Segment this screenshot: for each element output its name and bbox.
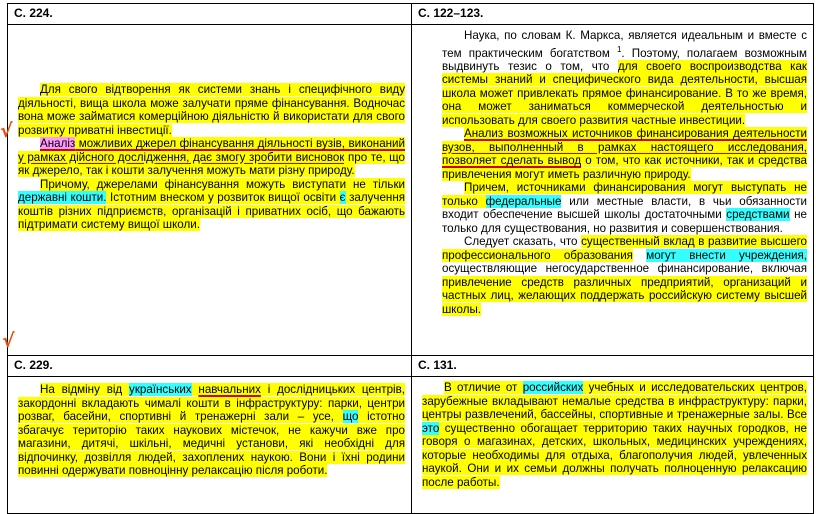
checkmark-annotation-icon-2: √ bbox=[2, 330, 15, 352]
cell-bottom-right bbox=[412, 377, 814, 514]
content-row-top bbox=[8, 25, 814, 356]
header-bottom-right: С. 131. bbox=[412, 356, 814, 377]
checkmark-annotation-icon: √ bbox=[0, 120, 13, 142]
header-top-right: С. 122–123. bbox=[412, 4, 814, 25]
tr-paragraph-4: Следует сказать, что существенный вклад в развитие высшего профессионального образования могут внести учреждения, осуществляющие негосударственное финансирование, включая привлечение средств различных предприятий, организаций и частных лиц, желающих поддержать российскую систему высшей школы. bbox=[442, 235, 807, 316]
cell-top-right bbox=[412, 25, 814, 356]
tl-paragraph-1: Для свого відтворення як системи знань і специфічного виду діяльності, вища школа може залучати пряме фінансування. Водночас вона може займатися комерційною діяльністю й використати для свого розвитку приватні інвестиції. bbox=[18, 83, 405, 137]
cell-top-left bbox=[8, 25, 412, 356]
content-row-bottom bbox=[8, 377, 814, 514]
tr-paragraph-3: Причем, источниками финансирования могут выступать не только федеральные или местные власти, в чьи обязанности входит обеспечение высшей школы достаточными средствами не только для существования, но развития и совершенствования. bbox=[442, 181, 807, 235]
header-top-left: С. 224. bbox=[8, 4, 412, 25]
tl-paragraph-2: Аналіз можливих джерел фінансування діяльності вузів, виконаний у рамках дійсного дослідження, дає змогу зробити висновок про те, що як джерело, так і кошти залучення можуть мати різну природу. bbox=[18, 137, 405, 177]
header-row-bottom bbox=[8, 356, 814, 377]
header-row-top bbox=[8, 4, 814, 25]
tr-paragraph-2: Анализ возможных источников финансирования деятельности вузов, выполненный в рамках настоящего исследования, позволяет сделать вывод о том, что как источники, так и средства привлечения могут иметь различную природу. bbox=[442, 127, 807, 181]
tr-paragraph-1: Наука, по словам К. Маркса, является идеальным и вместе с тем практическим богатством $^1$. Поэтому, полагаем возможным выдвинуть тезис о том, что для своего воспроизводства как системы знаний и специфического вида деятельности, высшая школа может привлекать прямое финансирование. В то же время, она может заниматься коммерческой деятельностью и использовать для своего развития частные инвестиции. bbox=[442, 29, 807, 127]
tl-paragraph-3: Причому, джерелами фінансування можуть виступати не тільки державні кошти. Істотним внеском у розвиток вищої освіти є залучення коштів різних підприємств, організацій і приватних осіб, що бажають підтримати систему вищої школи. bbox=[18, 177, 405, 231]
header-bottom-left: С. 229. bbox=[8, 356, 412, 377]
bl-paragraph-1: На відміну від українських навчальних і дослідницьких центрів, закордонні вкладають чималі кошти в інфраструктуру: парки, центри розваг, басейни, спортивні й тренажерні зали – усе, що істотно збагачує територію таких наукових містечок, не кажучи вже про магазини, дитячі, шкільні, медичні установи, які необхідні для відпочинку, дозвілля людей, захоплених наукою. Вони і їхні родини повинні одержувати повноцінну релаксацію після роботи. bbox=[18, 383, 405, 477]
comparison-table bbox=[7, 3, 814, 514]
br-paragraph-1: В отличие от российских учебных и исследовательских центров, зарубежные вкладывают немалые средства в инфраструктуру: парки, центры развлечений, бассейны, спортивные и тренажерные залы. Все это существенно обогащает территорию таких научных городков, не говоря о магазинах, детских, школьных, медицинских учреждениях, которые необходимы для отдыха, благополучия людей, увлеченных наукой. Они и их семьи должны получать полноценную релаксацию после работы. bbox=[422, 381, 807, 489]
cell-bottom-left bbox=[8, 377, 412, 514]
